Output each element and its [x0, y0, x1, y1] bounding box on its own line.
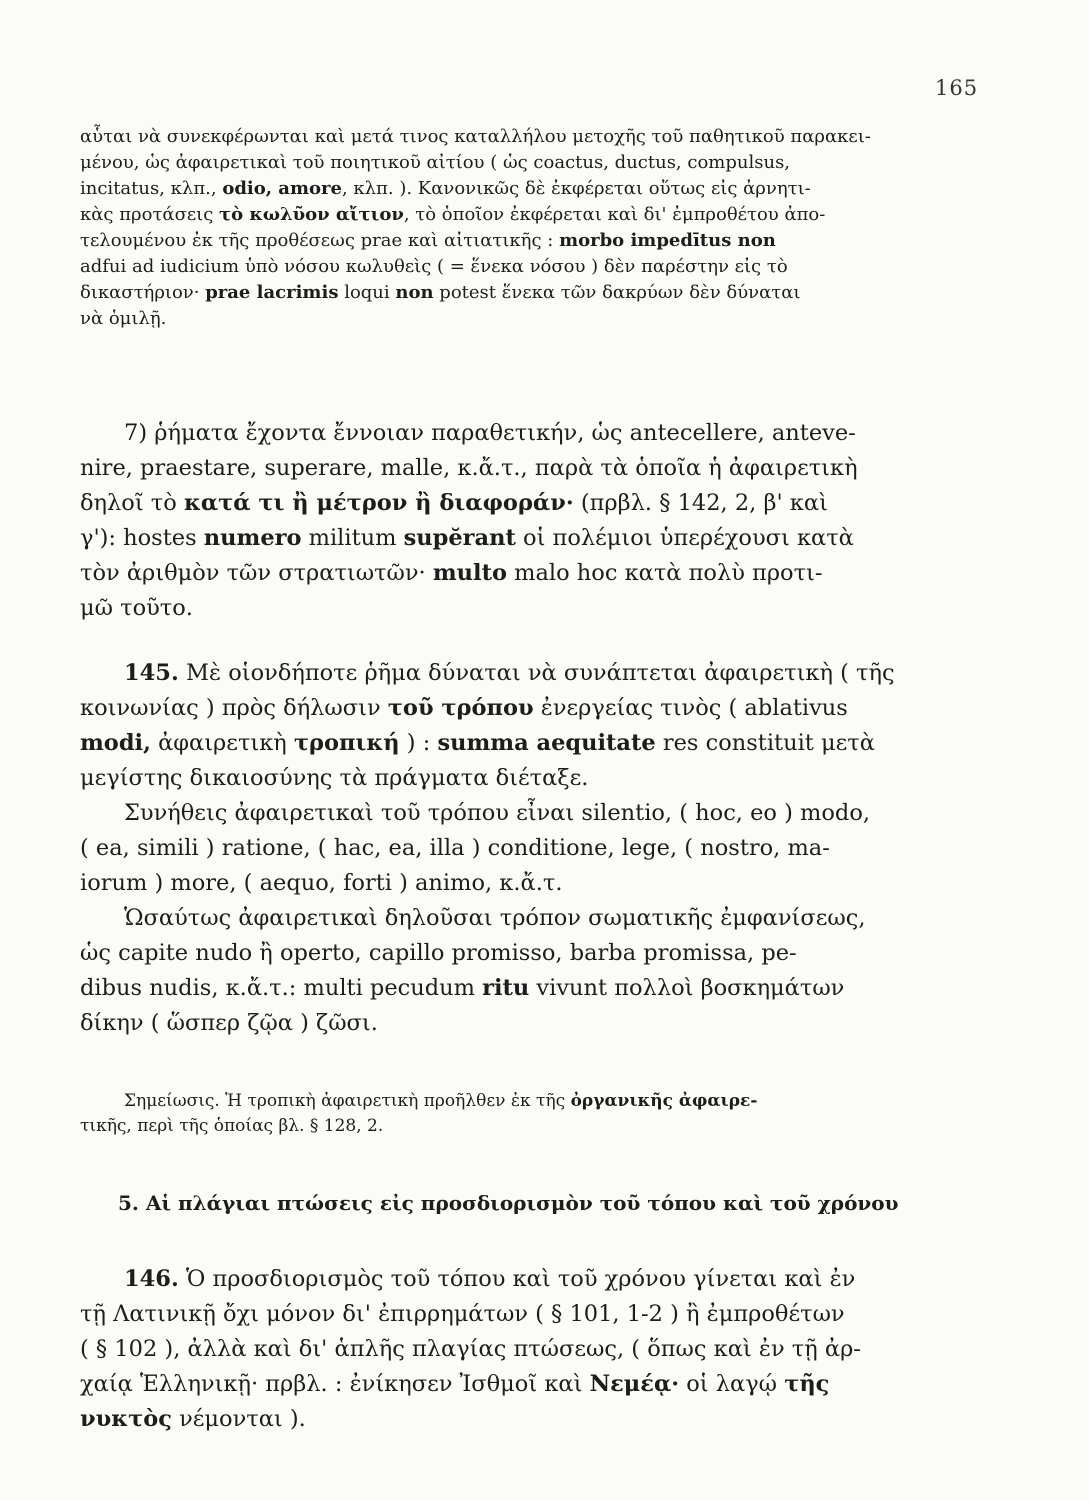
section-145 [80, 656, 960, 1041]
bold-term: multo [432, 560, 507, 586]
text-line: μῶ τοῦτο. [80, 595, 193, 621]
text-line: τῇ Λατινικῇ ὄχι μόνον δι' ἐπιρρημάτων ( § 101, 1-2 ) ἢ ἐμπροθέτων [80, 1301, 845, 1327]
bold-term: νυκτὸς [80, 1406, 172, 1432]
text-line: χαίᾳ Ἑλληνικῇ· πρβλ. : ἐνίκησεν Ἰσθμοῖ καὶ Νεμέᾳ· οἱ λαγῴ τῆς [80, 1371, 830, 1397]
bold-term: numero [203, 525, 302, 551]
text-line: γ'): hostes numero militum supĕrant οἱ πολέμιοι ὑπερέχουσι κατὰ [80, 525, 854, 551]
bold-term: prae lacrimis [205, 282, 339, 303]
text-line: Ὡσαύτως ἀφαιρετικαὶ δηλοῦσαι τρόπον σωματικῆς ἐμφανίσεως, [124, 905, 866, 931]
text-line: τελουμένου ἐκ τῆς προθέσεως prae καὶ αἰτιατικῆς : morbo impedītus non [80, 230, 776, 251]
text-line: κοινωνίας ) πρὸς δήλωσιν τοῦ τρόπου ἐνεργείας τινὸς ( ablativus [80, 695, 848, 721]
text-line: μεγίστης δικαιοσύνης τὰ πράγματα διέταξε. [80, 765, 589, 791]
text-line: incitatus, κλπ., odio, amore, κλπ. ). Κανονικῶς δὲ ἐκφέρεται οὕτως εἰς ἀρνητι- [80, 178, 811, 199]
text-line: μένου, ὡς ἀφαιρετικαὶ τοῦ ποιητικοῦ αἰτίου ( ὡς coactus, ductus, compulsus, [80, 152, 791, 173]
text-line: δικαστήριον· prae lacrimis loqui non potest ἕνεκα τῶν δακρύων δὲν δύναται [80, 282, 801, 303]
section-heading: 5. Αἱ πλάγιαι πτώσεις εἰς προσδιορισμὸν τοῦ τόπου καὶ τοῦ χρόνου [118, 1191, 899, 1215]
paragraph-comparative-verbs [80, 416, 960, 626]
bold-term: supĕrant [403, 525, 516, 551]
section-146 [80, 1262, 960, 1437]
note [80, 1089, 960, 1139]
bold-term: non [395, 282, 434, 303]
text-line: Σημείωσις. Ἡ τροπικὴ ἀφαιρετικὴ προῆλθεν ἐκ τῆς ὀργανικῆς ἀφαιρε- [124, 1091, 758, 1111]
text-line: κὰς προτάσεις τὸ κωλῦον αἴτιον, τὸ ὁποῖον ἐκφέρεται καὶ δι' ἐμπροθέτου ἀπο- [80, 204, 826, 225]
text-line: νυκτὸς νέμονται ). [80, 1406, 306, 1432]
bold-term: modi, [80, 730, 151, 756]
text-line: δηλοῖ τὸ κατά τι ἢ μέτρον ἢ διαφοράν· (πρβλ. § 142, 2, β' καὶ [80, 490, 828, 516]
bold-term: odio, amore [222, 178, 342, 199]
text-line: 145. Μὲ οἱονδήποτε ῥῆμα δύναται νὰ συνάπτεται ἀφαιρετικὴ ( τῆς [124, 660, 895, 686]
text-line: αὗται νὰ συνεκφέρωνται καὶ μετά τινος καταλλήλου μετοχῆς τοῦ παθητικοῦ παρακει- [80, 126, 871, 147]
text-line: dibus nudis, κ.ἄ.τ.: multi pecudum ritu vivunt πολλοὶ βοσκημάτων [80, 975, 845, 1001]
bold-term: τοῦ τρόπου [387, 695, 534, 721]
bold-term: τροπική [293, 730, 400, 756]
text-line: 146. Ὁ προσδιορισμὸς τοῦ τόπου καὶ τοῦ χρόνου γίνεται καὶ ἐν [124, 1266, 856, 1292]
page-number: 165 [935, 76, 979, 100]
section-number: 145. [124, 660, 179, 686]
text-line: ( § 102 ), ἀλλὰ καὶ δι' ἁπλῆς πλαγίας πτώσεως, ( ὅπως καὶ ἐν τῇ ἀρ- [80, 1336, 861, 1362]
bold-term: κατά τι ἢ μέτρον ἢ διαφοράν· [183, 490, 574, 516]
text-line: nire, praestare, superare, malle, κ.ἄ.τ., παρὰ τὰ ὁποῖα ἡ ἀφαιρετικὴ [80, 455, 858, 481]
bold-term: τὸ κωλῦον αἴτιον [219, 204, 404, 225]
text-line: ὡς capite nudo ἢ operto, capillo promisso, barba promissa, pe- [80, 940, 797, 966]
text-line: ( ea, simili ) ratione, ( hac, ea, illa ) conditione, lege, ( nostro, ma- [80, 835, 830, 861]
text-line: νὰ ὁμιλῇ. [80, 308, 167, 329]
text-line: δίκην ( ὥσπερ ζῷα ) ζῶσι. [80, 1010, 378, 1036]
section-number: 146. [124, 1266, 179, 1292]
text-line: adfui ad iudicium ὑπὸ νόσου κωλυθεὶς ( = ἕνεκα νόσου ) δὲν παρέστην εἰς τὸ [80, 256, 788, 277]
paragraph-ablative-cause [80, 124, 960, 332]
bold-term: ὀργανικῆς ἀφαιρε- [570, 1091, 758, 1111]
text-line: modi, ἀφαιρετικὴ τροπική ) : summa aequitate res constituit μετὰ [80, 730, 875, 756]
bold-term: summa aequitate [437, 730, 656, 756]
text-line: iorum ) more, ( aequo, forti ) animo, κ.ἄ.τ. [80, 870, 563, 896]
text-line: τὸν ἀριθμὸν τῶν στρατιωτῶν· multo malo hoc κατὰ πολὺ προτι- [80, 560, 823, 586]
bold-term: morbo impedītus non [559, 230, 776, 251]
bold-term: ritu [482, 975, 530, 1001]
text-line: Συνήθεις ἀφαιρετικαὶ τοῦ τρόπου εἶναι silentio, ( hoc, eo ) modo, [124, 800, 871, 826]
bold-term: τῆς [784, 1371, 830, 1397]
text-line: τικῆς, περὶ τῆς ὁποίας βλ. § 128, 2. [80, 1116, 384, 1136]
bold-term: Νεμέᾳ· [589, 1371, 680, 1397]
text-line: 7) ῥήματα ἔχοντα ἔννοιαν παραθετικήν, ὡς antecellere, anteve- [124, 420, 856, 446]
